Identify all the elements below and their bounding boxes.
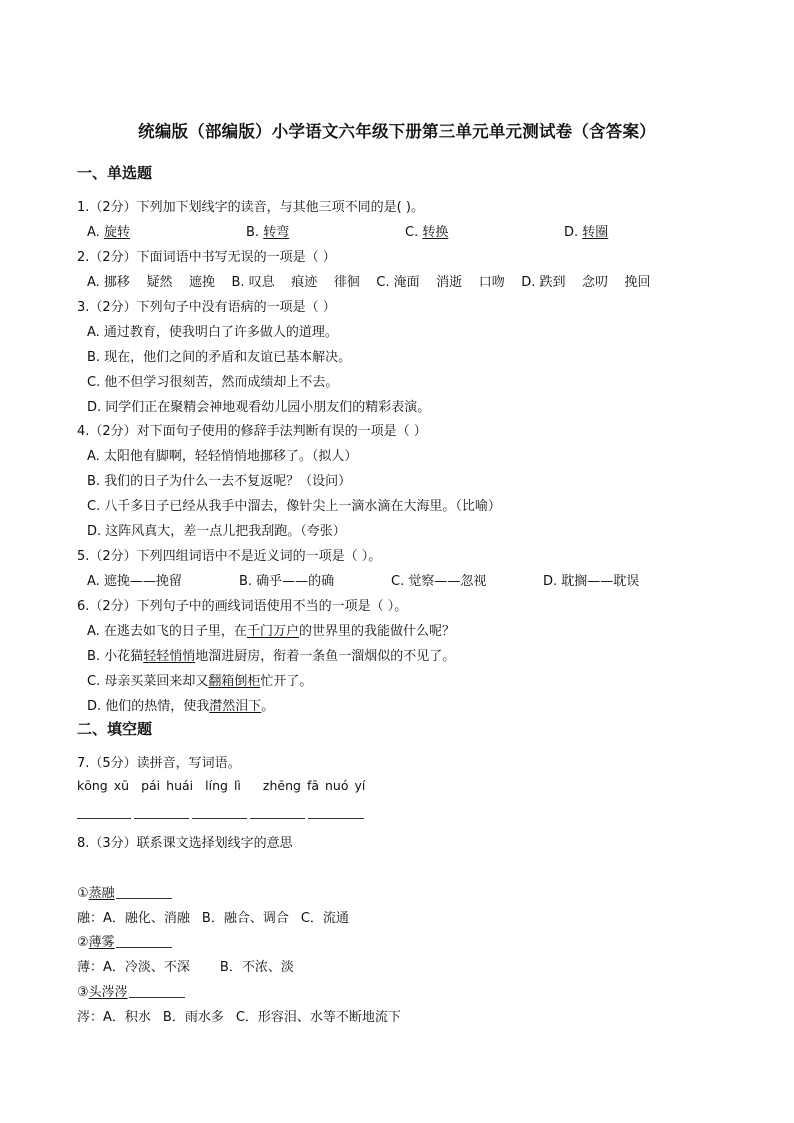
question-6-stem: 6.（2分）下列句子中的画线词语使用不当的一项是（ ）。 xyxy=(77,599,408,614)
answer-blank-1[interactable] xyxy=(77,818,131,819)
question-6-option-d[interactable]: D. 他们的热情，使我潸然泪下。 xyxy=(87,699,275,714)
question-4-stem: 4.（2分）对下面句子使用的修辞手法判断有误的一项是（ ） xyxy=(77,424,427,439)
question-1-option-b[interactable]: B. 转弯 xyxy=(246,225,290,240)
question-8-item-3-choices: 涔：A．积水 B．雨水多 C．形容泪、水等不断地流下 xyxy=(77,1010,401,1025)
question-1-option-d[interactable]: D. 转圈 xyxy=(564,225,609,240)
question-5-option-b[interactable]: B. 确乎——的确 xyxy=(239,574,335,589)
question-3-option-b[interactable]: B. 现在，他们之间的矛盾和友谊已基本解决。 xyxy=(87,350,352,365)
pinyin-syllable: xū xyxy=(113,778,130,793)
question-7-stem: 7.（5分）读拼音，写词语。 xyxy=(77,756,241,771)
question-4-option-b[interactable]: B. 我们的日子为什么一去不复返呢？（设问） xyxy=(87,474,352,489)
pinyin-syllable: pái xyxy=(141,778,161,793)
pinyin-syllable: nuó xyxy=(325,778,349,793)
question-7-answer-blanks xyxy=(77,818,364,819)
answer-blank-4[interactable] xyxy=(250,818,305,819)
answer-blank[interactable] xyxy=(116,898,172,899)
question-6-option-a[interactable]: A. 在逃去如飞的日子里，在千门万户的世界里的我能做什么呢？ xyxy=(87,624,455,639)
question-7-pinyin-row xyxy=(77,778,371,793)
question-1-option-a[interactable]: A. 旋转 xyxy=(87,225,130,240)
section-heading-fill-blank: 二、填空题 xyxy=(77,720,153,738)
pinyin-syllable: fā xyxy=(306,778,319,793)
question-4-option-c[interactable]: C. 八千多日子已经从我手中溜去，像针尖上一滴水滴在大海里。（比喻） xyxy=(87,499,501,514)
answer-blank[interactable] xyxy=(116,947,172,948)
question-8-item-3: ③头涔涔 xyxy=(77,981,185,1000)
question-3-stem: 3.（2分）下列句子中没有语病的一项是（ ） xyxy=(77,300,336,315)
question-8-stem: 8.（3分）联系课文选择划线字的意思 xyxy=(77,836,293,851)
question-5-option-c[interactable]: C. 觉察——忽视 xyxy=(391,574,487,589)
question-1-stem: 1.（2分）下列加下划线字的读音，与其他三项不同的是( )。 xyxy=(77,200,424,215)
pinyin-syllable: zhēng xyxy=(262,778,301,793)
question-5-option-d[interactable]: D. 耽搁——耽误 xyxy=(543,574,640,589)
question-3-option-c[interactable]: C. 他不但学习很刻苦，然而成绩却上不去。 xyxy=(87,375,339,390)
question-4-option-a[interactable]: A. 太阳他有脚啊，轻轻悄悄地挪移了。（拟人） xyxy=(87,449,358,464)
page-title: 统编版（部编版）小学语文六年级下册第三单元单元测试卷（含答案） xyxy=(138,122,656,141)
question-6-option-b[interactable]: B. 小花猫轻轻悄悄地溜进厨房，衔着一条鱼一溜烟似的不见了。 xyxy=(87,649,456,664)
answer-blank-5[interactable] xyxy=(308,818,364,819)
question-2-options[interactable]: A. 挪移 疑然 遮挽 B. 叹息 痕迹 徘徊 C. 淹面 消逝 口吻 D. 跌到 念叨 挽回 xyxy=(87,275,651,290)
answer-blank-3[interactable] xyxy=(192,818,247,819)
pinyin-syllable: yí xyxy=(354,778,366,793)
question-3-option-d[interactable]: D. 同学们正在聚精会神地观看幼儿园小朋友们的精彩表演。 xyxy=(87,400,431,415)
question-3-option-a[interactable]: A. 通过教育，使我明白了许多做人的道理。 xyxy=(87,325,338,340)
answer-blank-2[interactable] xyxy=(134,818,189,819)
question-8-item-2: ②薄雾 xyxy=(77,931,172,950)
question-8-item-1-choices: 融：A．融化、消融 B．融合、调合 C．流通 xyxy=(77,911,349,926)
question-5-option-a[interactable]: A. 遮挽——挽留 xyxy=(87,574,182,589)
question-1-option-c[interactable]: C. 转换 xyxy=(405,225,449,240)
answer-blank[interactable] xyxy=(129,997,185,998)
pinyin-syllable: kōng xyxy=(77,778,108,793)
question-6-option-c[interactable]: C. 母亲买菜回来却又翻箱倒柜忙开了。 xyxy=(87,674,313,689)
pinyin-syllable: huái xyxy=(166,778,194,793)
question-5-stem: 5.（2分）下列四组词语中不是近义词的一项是（ ）。 xyxy=(77,549,382,564)
section-heading-single-choice: 一、单选题 xyxy=(77,164,153,182)
pinyin-syllable: líng xyxy=(205,778,228,793)
question-4-option-d[interactable]: D. 这阵风真大，差一点儿把我刮跑。（夸张） xyxy=(87,524,346,539)
pinyin-syllable: lì xyxy=(233,778,241,793)
question-8-item-1: ①蒸融 xyxy=(77,882,172,901)
question-2-stem: 2.（2分）下面词语中书写无误的一项是（ ） xyxy=(77,250,336,265)
question-8-item-2-choices: 薄：A．冷淡、不深 B．不浓、淡 xyxy=(77,960,294,975)
